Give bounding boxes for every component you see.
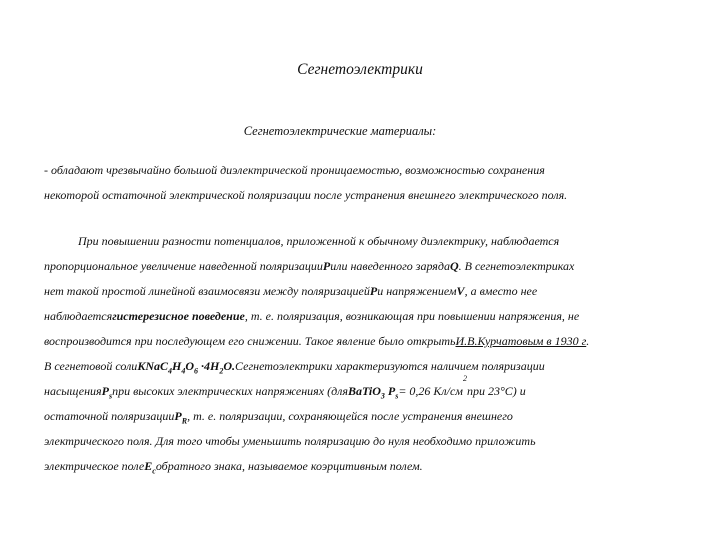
paragraph-2-line-6: В сегнетовой соли $KNaC_4H_4O_6 \cdot 4H_2O$. Сегнетоэлектрики характеризуются наличием поляризации	[44, 354, 690, 379]
paragraph-2-line-4: наблюдается гистерезисное поведение , т. е. поляризация, возникающая при повышении напряжения, не	[44, 304, 690, 329]
paragraph-2-line-9: электрического поля. Для того чтобы уменьшить поляризацию до нуля необходимо приложить	[44, 434, 536, 448]
batio3-formula: BaTiO$_3$	[347, 384, 385, 401]
paragraph-2-line-3: нет такой простой линейной взаимосвязи между поляризацией P и напряжением V , а вместо нее	[44, 284, 538, 298]
hysteresis-term: гистерезисное поведение	[112, 309, 245, 323]
kurchatov-link[interactable]: И.В.Курчатовым в 1930 г	[455, 334, 587, 348]
paragraph-2-line-10: электрическое поле $E_c$ обратного знака, называемое коэрцитивным полем.	[44, 459, 423, 476]
paragraph-2-line-7: насыщения $P_s$ при высоких электрических напряжениях (для BaTiO$_3$ $P_s$ = 0,26 Кл/см 2 при 23°С) и	[44, 379, 690, 404]
subtitle: Сегнетоэлектрические материалы:	[243, 124, 437, 138]
paragraph-1-line-2: некоторой остаточной электрической поляризации после устранения внешнего электрического поля.	[44, 188, 568, 202]
paragraph-2-line-2: пропорциональное увеличение наведенной поляризации P или наведенного заряда Q . В сегнетоэлектриках	[44, 259, 575, 273]
page-title: Сегнетоэлектрики	[297, 61, 423, 78]
paragraph-1-line-1: - обладают чрезвычайно большой диэлектрической проницаемостью, возможностью сохранения	[44, 163, 545, 177]
paragraph-2-line-5: воспроизводится при последующем его снижении. Такое явление было открыть И.В.Курчатовым в 1930 г .	[44, 329, 690, 354]
paragraph-2-line-8: остаточной поляризации $P_R$ , т. е. поляризации, сохраняющейся после устранения внешнего	[44, 409, 513, 426]
body-text	[44, 158, 690, 479]
paragraph-2-line-1: При повышении разности потенциалов, приложенной к обычному диэлектрику, наблюдается	[78, 234, 560, 248]
rochelle-salt-formula: $KNaC_4H_4O_6 \cdot 4H_2O$.	[137, 359, 236, 376]
